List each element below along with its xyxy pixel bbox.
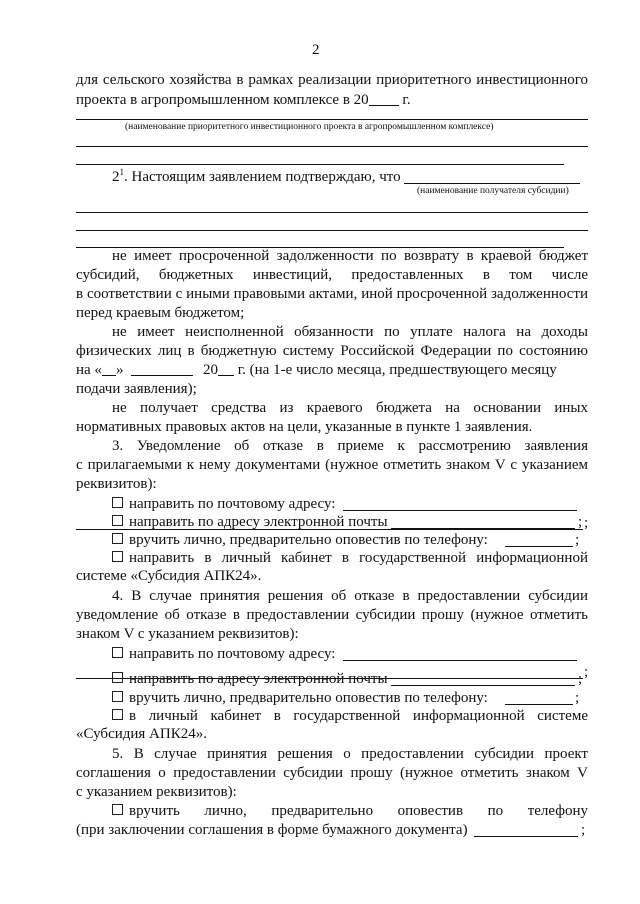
s5-phone-semicolon: ;	[581, 822, 586, 838]
s5-phone-field[interactable]	[474, 836, 578, 837]
section2-heading	[112, 168, 401, 187]
section4-line-2: уведомление об отказе в предоставлении субсидии прошу (нужное отметить	[76, 607, 588, 623]
s3-post-option[interactable]	[112, 495, 335, 514]
section4-line-3: знаком V с указанием реквизитов):	[76, 626, 299, 642]
recipient-name-line[interactable]	[404, 183, 580, 184]
recipient-caption: (наименование получателя субсидии)	[417, 186, 569, 196]
s4-post-address-field[interactable]	[343, 660, 577, 661]
intro-line-1: для сельского хозяйства в рамках реализации приоритетного инвестиционного	[76, 72, 588, 88]
section5-line-2: соглашения о предоставлении субсидии прошу (нужное отметить знаком V	[76, 765, 588, 781]
section4-line-1: 4. В случае принятия решения об отказе в предоставлении субсидии	[112, 588, 588, 604]
s3-post-semicolon: ;	[584, 515, 589, 531]
intro-line-2-suffix: г.	[402, 92, 411, 108]
year-field[interactable]	[369, 91, 399, 106]
page-number: 2	[312, 42, 320, 58]
project-caption: (наименование приоритетного инвестиционного проекта в агропромышленном комплексе)	[125, 122, 494, 132]
s3-phone-field[interactable]	[505, 546, 573, 547]
s3-cabinet-label: направить в личный кабинет в государственной информационной	[129, 550, 588, 566]
intro-line-2	[76, 91, 411, 110]
s5-phone-label: вручить лично, предварительно оповестив по телефону	[129, 803, 588, 819]
s3-cabinet-option[interactable]	[112, 549, 588, 568]
debt-line-3: в соответствии с иными правовыми актами, иной просроченной задолженности	[76, 286, 588, 302]
s4-email-semicolon: ;	[578, 671, 583, 687]
s4-phone-option[interactable]	[112, 689, 488, 708]
s4-cabinet-line-2: «Субсидия АПК24».	[76, 726, 207, 742]
debt-line-4: перед краевым бюджетом;	[76, 305, 245, 321]
s4-email-checkbox[interactable]	[112, 672, 123, 683]
s3-email-checkbox[interactable]	[112, 515, 123, 526]
s4-cabinet-label: в личный кабинет в государственной информационной системе	[129, 708, 588, 724]
section3-line-2: с прилагаемыми к нему документами (нужное отметить знаком V с указанием	[76, 457, 588, 473]
s3-phone-option[interactable]	[112, 531, 488, 550]
s4-phone-semicolon: ;	[575, 690, 580, 706]
recipient-line-2[interactable]	[76, 212, 588, 213]
recipient-line-3[interactable]	[76, 230, 588, 231]
section2-sup: 1	[119, 167, 124, 177]
s4-phone-label: вручить лично, предварительно оповестив по телефону:	[129, 690, 488, 706]
s3-phone-label: вручить лично, предварительно оповестив по телефону:	[129, 532, 488, 548]
tax-date-close: »	[115, 362, 124, 378]
s4-email-label: направить по адресу электронной почты	[129, 671, 388, 687]
s3-cabinet-line-2: системе «Субсидия АПК24».	[76, 568, 262, 584]
s4-cabinet-option[interactable]	[112, 707, 588, 726]
tax-year-prefix: 20	[202, 362, 218, 378]
s4-email-option[interactable]	[112, 670, 388, 689]
tax-line-1: не имеет неисполненной обязанности по уплате налога на доходы	[112, 324, 588, 340]
section3-line-1: 3. Уведомление об отказе в приеме к рассмотрению заявления	[112, 438, 588, 454]
s3-email-field[interactable]	[391, 528, 575, 529]
s3-email-option[interactable]	[112, 513, 388, 532]
month-field[interactable]	[131, 361, 193, 376]
section5-line-1: 5. В случае принятия решения о предоставлении субсидии проект	[112, 746, 588, 762]
s4-post-label: направить по почтовому адресу:	[129, 646, 336, 662]
debt-line-2: субсидий, бюджетных инвестиций, предоставленных в том числе	[76, 267, 588, 283]
s4-phone-checkbox[interactable]	[112, 691, 123, 702]
day-field[interactable]	[102, 361, 116, 376]
debt-line-1: не имеет просроченной задолженности по возврату в краевой бюджет	[112, 248, 588, 264]
s4-post-checkbox[interactable]	[112, 647, 123, 658]
s3-post-checkbox[interactable]	[112, 497, 123, 508]
tax-date-open: на «	[76, 362, 102, 378]
funds-line-2: нормативных правовых актов на цели, указанные в пункте 1 заявления.	[76, 419, 533, 435]
s4-email-field[interactable]	[391, 685, 575, 686]
s4-phone-field[interactable]	[505, 704, 573, 705]
intro-line-2-prefix: проекта в агропромышленном комплексе в 20	[76, 92, 369, 108]
s5-phone-option[interactable]	[112, 802, 588, 821]
project-name-line[interactable]	[76, 119, 588, 120]
s3-post-label: направить по почтовому адресу:	[129, 496, 336, 512]
s4-cabinet-checkbox[interactable]	[112, 709, 123, 720]
section3-line-3: реквизитов):	[76, 476, 157, 492]
s3-post-address-field[interactable]	[343, 510, 577, 511]
tax-line-2: физических лиц в бюджетную систему Российской Федерации по состоянию	[76, 343, 588, 359]
tax-line-3	[76, 361, 557, 380]
tax-year-field[interactable]	[218, 361, 234, 376]
section2-number: 2	[112, 169, 120, 185]
project-name-line-2[interactable]	[76, 146, 588, 147]
tax-line-3-rest: г. (на 1-е число месяца, предшествующего месяцу	[237, 362, 557, 378]
s3-email-semicolon: ;	[578, 514, 583, 530]
s3-cabinet-checkbox[interactable]	[112, 551, 123, 562]
section2-text: . Настоящим заявлением подтверждаю, что	[124, 169, 401, 185]
project-name-line-3[interactable]	[76, 164, 564, 165]
s5-phone-checkbox[interactable]	[112, 804, 123, 815]
section5-line-3: с указанием реквизитов):	[76, 784, 237, 800]
s3-phone-semicolon: ;	[575, 532, 580, 548]
s4-post-option[interactable]	[112, 645, 335, 664]
s3-phone-checkbox[interactable]	[112, 533, 123, 544]
s5-phone-line-2: (при заключении соглашения в форме бумажного документа)	[76, 822, 468, 838]
s3-email-label: направить по адресу электронной почты	[129, 514, 388, 530]
s4-post-semicolon: ;	[584, 664, 589, 680]
funds-line-1: не получает средства из краевого бюджета на основании иных	[112, 400, 588, 416]
tax-line-4: подачи заявления);	[76, 381, 197, 397]
